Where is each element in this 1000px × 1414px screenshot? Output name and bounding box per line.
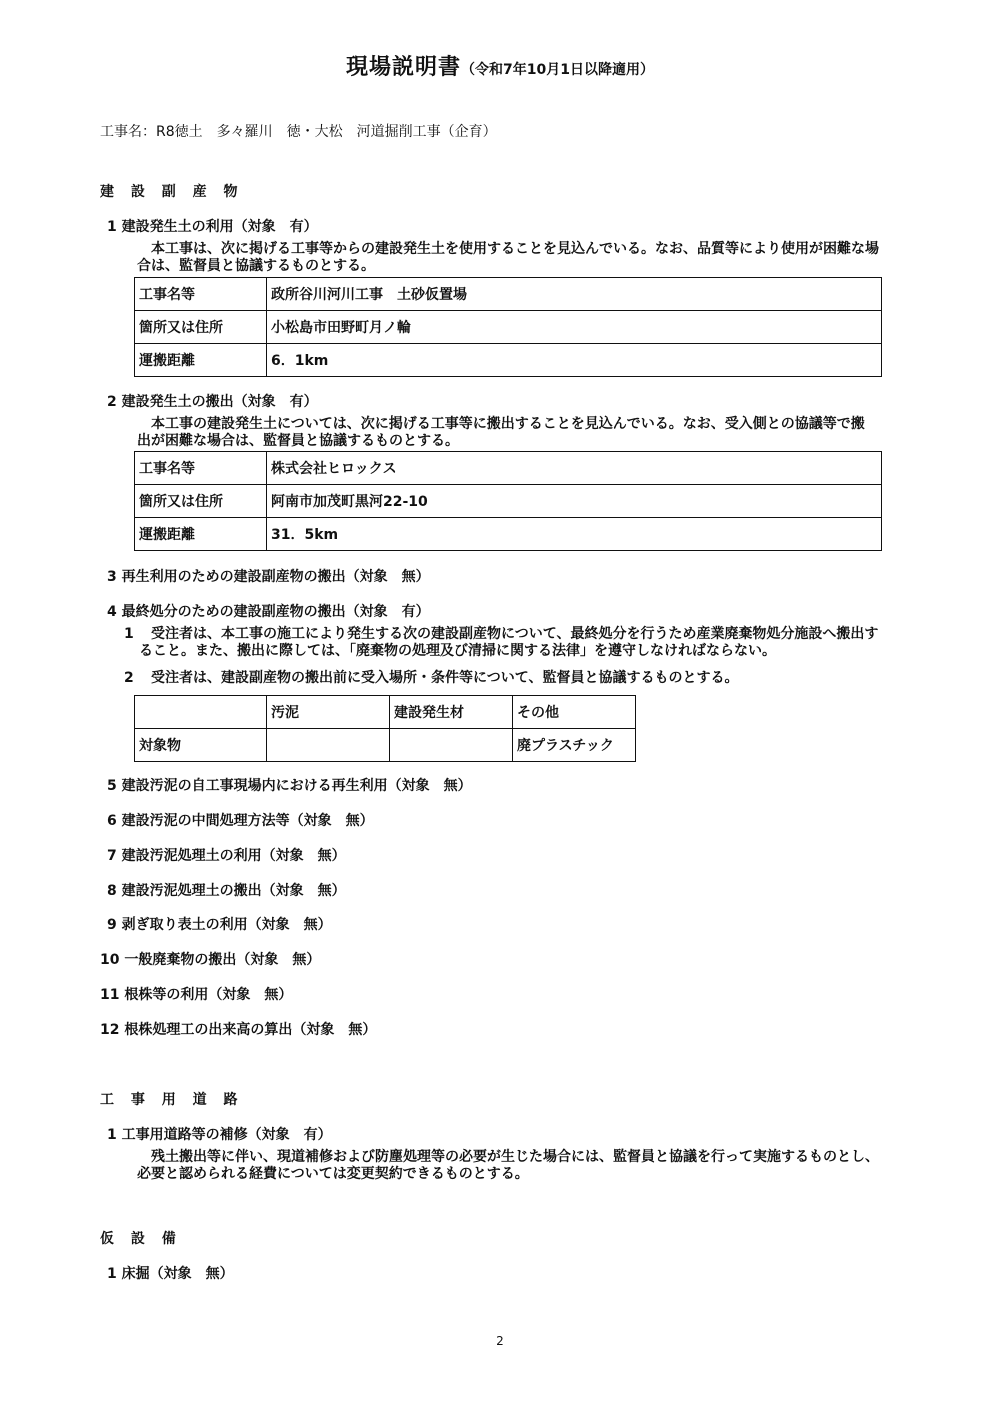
table-label: 工事名等 <box>135 452 267 485</box>
title-subtitle: （令和7年10月1日以降適用） <box>461 62 654 78</box>
table-label: 運搬距離 <box>135 518 267 551</box>
table-label: 箇所又は住所 <box>135 311 267 344</box>
document-title <box>0 50 1000 81</box>
item-4-sub1-num: 1 <box>124 626 134 642</box>
title-main: 現場説明書 <box>346 55 462 80</box>
item-12-title: 12 根株処理工の出来高の算出（対象 無） <box>100 1022 377 1038</box>
road-item-1-text: 残土搬出等に伴い、現道補修および防塵処理等の必要が生じた場合には、監督員と協議を行って実施するものとし、必要と認められる経費については変更契約できるものとする。 <box>137 1149 879 1182</box>
table-row <box>135 485 882 518</box>
table-row <box>135 729 636 762</box>
road-item-1-title: 1 工事用道路等の補修（対象 有） <box>107 1127 332 1143</box>
table-header <box>135 696 267 729</box>
item-4-sub2-num: 2 <box>124 670 134 686</box>
table-header: 建設発生材 <box>390 696 513 729</box>
section-heading-temporary: 仮 設 備 <box>100 1231 182 1247</box>
item-1-title: 1 建設発生土の利用（対象 有） <box>107 219 318 235</box>
table-row <box>135 452 882 485</box>
item-7-title: 7 建設汚泥処理土の利用（対象 無） <box>107 848 346 864</box>
table-cell <box>390 729 513 762</box>
item-11-title: 11 根株等の利用（対象 無） <box>100 987 293 1003</box>
table-row <box>135 344 882 377</box>
table-header: その他 <box>513 696 636 729</box>
table-row <box>135 518 882 551</box>
construction-name: 工事名：R8徳土 多々羅川 徳・大松 河道掘削工事（企育） <box>100 124 497 140</box>
section-heading-byproducts: 建 設 副 産 物 <box>100 184 244 200</box>
item-10-title: 10 一般廃棄物の搬出（対象 無） <box>100 952 321 968</box>
table-header: 汚泥 <box>267 696 390 729</box>
table-cell: 対象物 <box>135 729 267 762</box>
table-cell: 廃プラスチック <box>513 729 636 762</box>
item-4-sub2-text: 受注者は、建設副産物の搬出前に受入場所・条件等について、監督員と協議するものとする。 <box>151 670 739 686</box>
table-value: 31．5km <box>267 518 882 551</box>
table-value: 阿南市加茂町黒河22-10 <box>267 485 882 518</box>
item-5-title: 5 建設汚泥の自工事現場内における再生利用（対象 無） <box>107 778 472 794</box>
table-value: 6．1km <box>267 344 882 377</box>
item-4-title: 4 最終処分のための建設副産物の搬出（対象 有） <box>107 604 430 620</box>
table-header-row <box>135 696 636 729</box>
table-label: 箇所又は住所 <box>135 485 267 518</box>
item-2-title: 2 建設発生土の搬出（対象 有） <box>107 394 318 410</box>
table-cell <box>267 729 390 762</box>
item-3-title: 3 再生利用のための建設副産物の搬出（対象 無） <box>107 569 430 585</box>
table-label: 運搬距離 <box>135 344 267 377</box>
item-6-title: 6 建設汚泥の中間処理方法等（対象 無） <box>107 813 374 829</box>
table-value: 株式会社ヒロックス <box>267 452 882 485</box>
item-8-title: 8 建設汚泥処理土の搬出（対象 無） <box>107 883 346 899</box>
temporary-item-1-title: 1 床掘（対象 無） <box>107 1266 234 1282</box>
page-number: 2 <box>496 1334 504 1348</box>
section-heading-road: 工 事 用 道 路 <box>100 1092 244 1108</box>
table-label: 工事名等 <box>135 278 267 311</box>
item-9-title: 9 剥ぎ取り表土の利用（対象 無） <box>107 917 332 933</box>
table-row <box>135 278 882 311</box>
item-4-sub1-text: 受注者は、本工事の施工により発生する次の建設副産物について、最終処分を行うため産業廃棄物処分施設へ搬出すること。また、搬出に際しては、「廃棄物の処理及び清掃に関する法律」を遵守しなければならない。 <box>139 626 879 659</box>
table-row <box>135 311 882 344</box>
table-value: 政所谷川河川工事 土砂仮置場 <box>267 278 882 311</box>
item-2-text: 本工事の建設発生土については、次に掲げる工事等に搬出することを見込んでいる。なお、受入側との協議等で搬出が困難な場合は、監督員と協議するものとする。 <box>137 416 865 449</box>
item-1-table <box>134 277 882 377</box>
item-1-text: 本工事は、次に掲げる工事等からの建設発生土を使用することを見込んでいる。なお、品質等により使用が困難な場合は、監督員と協議するものとする。 <box>137 241 879 274</box>
item-2-table <box>134 451 882 551</box>
item-4-table <box>134 695 636 762</box>
table-value: 小松島市田野町月ノ輪 <box>267 311 882 344</box>
